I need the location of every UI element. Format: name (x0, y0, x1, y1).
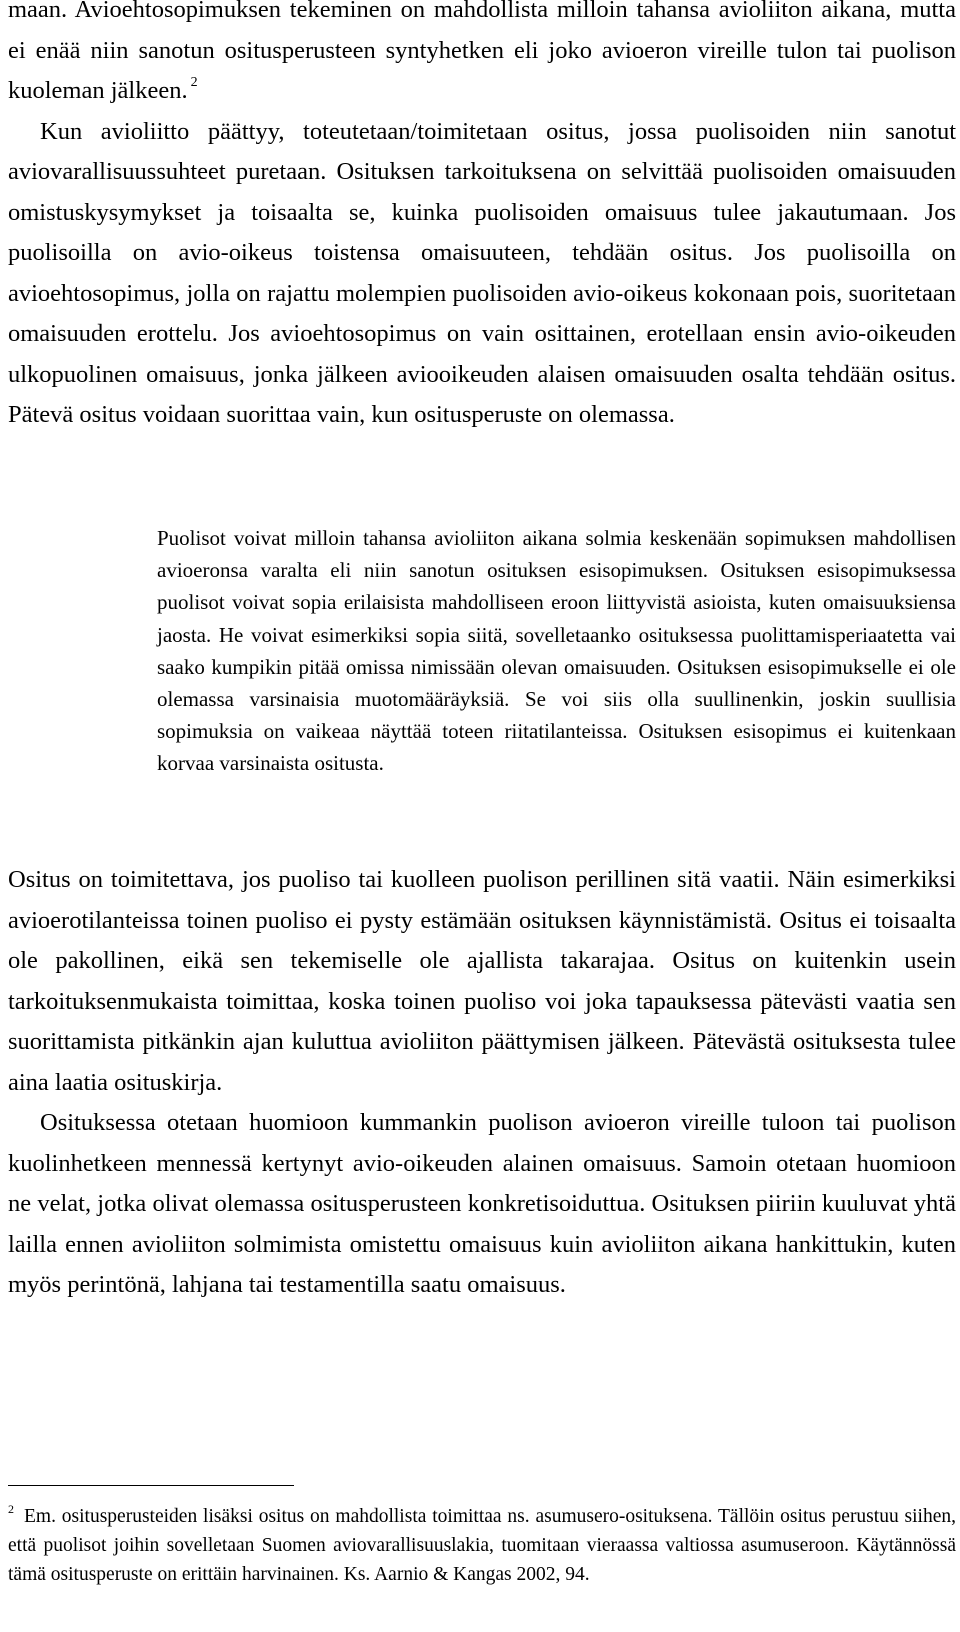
paragraph-3: Ositus on toimitettava, jos puoliso tai kuolleen puolison perillinen sitä vaatii. Näin esimerkiksi avioerotilanteissa toinen puoliso ei pysty estämään osituksen käynnistämistä. Ositus ei toisaalta ole pakollinen, eikä sen tekemiselle ole ajallista takarajaa. Ositus on kuitenkin usein tarkoituksenmukaista toimittaa, koska toinen puoliso voi joka tapauksessa pätevästi vaatia sen suorittamista pitkänkin ajan kuluttua avioliiton päättymisen jälkeen. Pätevästä osituksesta tulee aina laatia osituskirja. (8, 866, 956, 1096)
footnote-number: 2 (8, 1502, 14, 1516)
footnote-reference[interactable]: 2 (190, 75, 198, 90)
paragraph-1-text: maan. Avioehtosopimuksen tekeminen on mahdollista milloin tahansa avioliiton aikana, mutta ei enää niin sanotun ositusperusteen syntyhetken eli joko avioeron vireille tulon tai puolison kuoleman jälkeen. (8, 0, 956, 104)
paragraph-4: Osituksessa otetaan huomioon kummankin puolison avioeron vireille tuloon tai puolison kuolinhetkeen mennessä kertynyt avio-oikeuden alainen omaisuus. Samoin otetaan huomioon ne velat, jotka olivat olemassa ositusperusteen konkretisoiduttua. Osituksen piiriin kuuluvat yhtä lailla ennen avioliiton solmimista omistettu omaisuus kuin avioliiton aikana hankittukin, kuten myös perintönä, lahjana tai testamentilla saatu omaisuus. (8, 1109, 956, 1298)
paragraph-2: Kun avioliitto päättyy, toteutetaan/toimitetaan ositus, jossa puolisoiden niin sanotut aviovarallisuussuhteet puretaan. Osituksen tarkoituksena on selvittää puolisoiden omaisuuden omistuskysymykset ja toisaalta se, kuinka puolisoiden omaisuus tulee jakautumaan. Jos puolisoilla on avio-oikeus toistensa omaisuuteen, tehdään ositus. Jos puolisoilla on avioehtosopimus, jolla on rajattu molempien puolisoiden avio-oikeus kokonaan pois, suoritetaan omaisuuden erottelu. Jos avioehtosopimus on vain osittainen, erotellaan ensin avio-oikeuden ulkopuolinen omaisuus, jonka jälkeen aviooikeuden alaisen omaisuuden osalta tehdään ositus. Pätevä ositus voidaan suorittaa vain, kun ositusperuste on olemassa. (8, 117, 956, 428)
top-text-block (8, 0, 956, 436)
footnote (8, 1502, 956, 1590)
footnote-text: Em. ositusperusteiden lisäksi ositus on mahdollista toimittaa ns. asumusero-osituksena. Tällöin ositus perustuu siihen, että puolisot joihin sovelletaan Suomen aviovarallisuuslakia, tuomitaan vieraassa valtiossa asumuseroon. Käytännössä tämä ositusperuste on erittäin harvinainen. Ks. Aarnio & Kangas 2002, 94. (8, 1506, 956, 1586)
footnote-divider (8, 1485, 294, 1486)
paragraph-1 (8, 0, 956, 112)
block-quote: Puolisot voivat milloin tahansa avioliiton aikana solmia keskenään sopimuksen mahdollisen avioeronsa varalta eli niin sanotun osituksen esisopimuksen. Osituksen esisopimuksessa puolisot voivat sopia erilaisista mahdolliseen eroon liittyvistä asioista, kuten omaisuuksiensa jaosta. He voivat esimerkiksi sopia siitä, sovelletaanko osituksessa puolittamisperiaatetta vai saako kumpikin pitää omissa nimissään olevan omaisuuden. Osituksen esisopimukselle ei ole olemassa varsinaisia muotomääräyksiä. Se voi siis olla suullinenkin, joskin suullisia sopimuksia on vaikeaa näyttää toteen riitatilanteissa. Osituksen esisopimus ei kuitenkaan korvaa varsinaista ositusta. (157, 526, 956, 776)
document-page (8, 0, 956, 1632)
lower-text-block (8, 860, 956, 1306)
